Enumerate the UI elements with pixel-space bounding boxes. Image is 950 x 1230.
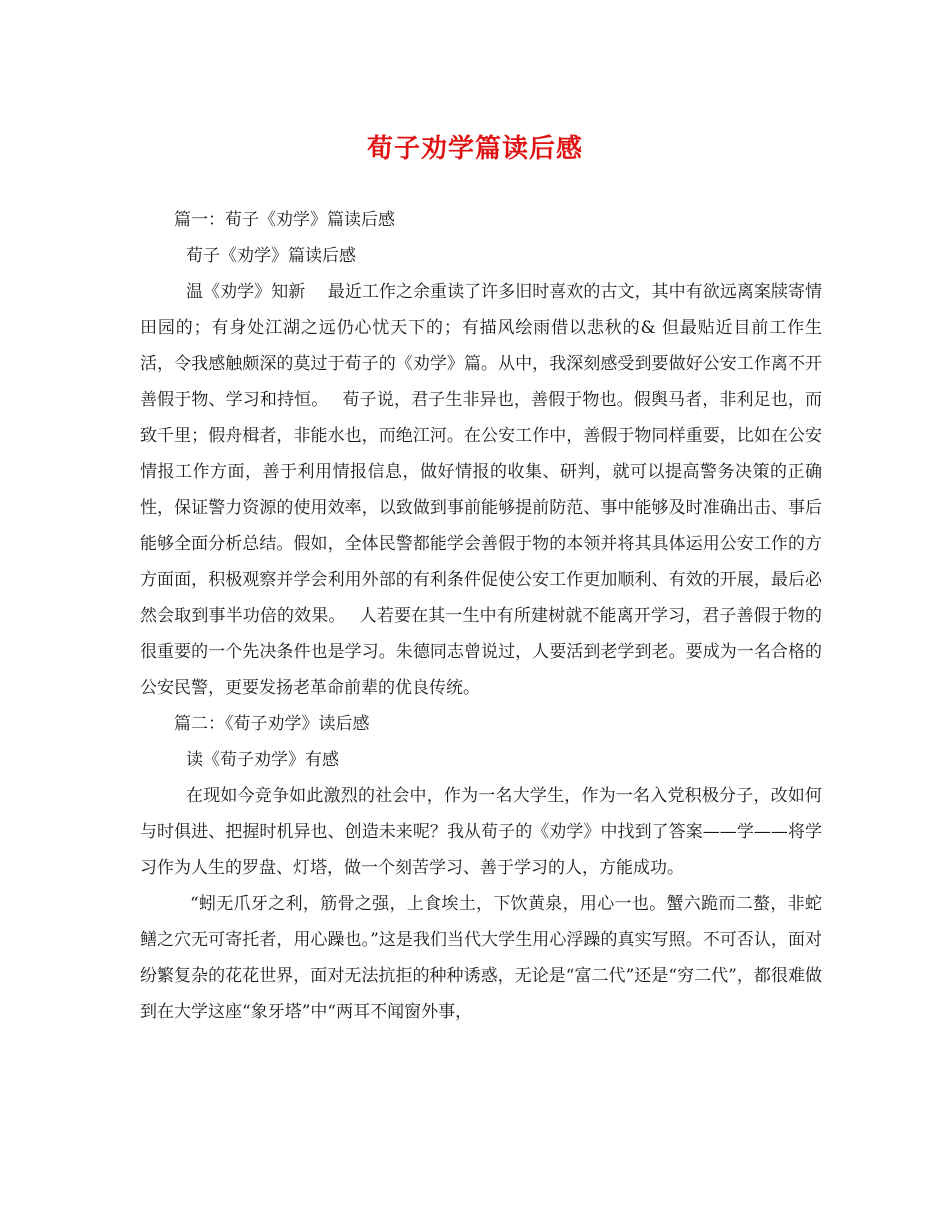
section-2-subheading: 读《荀子劝学》有感 (186, 750, 339, 770)
document-title: 荀子劝学篇读后感 (366, 134, 583, 164)
section-1-heading: 篇一：荀子《劝学》篇读后感 (174, 210, 395, 230)
section-2-heading: 篇二：《荀子劝学》读后感 (174, 714, 370, 734)
section-2-paragraph-2: “蚓无爪牙之利，筋骨之强，上食埃土，下饮黄泉，用心一也。蟹六跪而二螯，非蛇鳝之穴无可寄托者，用心躁也。”这是我们当代大学生用心浮躁的真实写照。不可否认，面对纷繁复杂的花花世界，面对无法抗拒的种种诱惑，无论是“富二代”还是“穷二代”，都很难做到在大学这座“象牙塔”中“两耳不闻窗外事， (140, 894, 822, 1022)
section-1-paragraph-1: 温《劝学》知新 最近工作之余重读了许多旧时喜欢的古文，其中有欲远离案牍寄情田园的；有身处江湖之远仍心忧天下的；有描风绘雨借以悲秋的& 但最贴近目前工作生活，令我感触颇深的莫过于荀子的《劝学》篇。从中，我深刻感受到要做好公安工作离不开善假于物、学习和持恒。 荀子说，君子生非异也，善假于物也。假舆马者，非利足也，而致千里；假舟楫者，非能水也，而绝江河。在公安工作中，善假于物同样重要，比如在公安情报工作方面，善于利用情报信息，做好情报的收集、研判，就可以提高警务决策的正确性，保证警力资源的使用效率，以致做到事前能够提前防范、事中能够及时准确出击、事后能够全面分析总结。假如，全体民警都能学会善假于物的本领并将其具体运用公安工作的方方面面，积极观察并学会利用外部的有利条件促使公安工作更加顺利、有效的开展，最后必然会取到事半功倍的效果。 人若要在其一生中有所建树就不能离开学习，君子善假于物的很重要的一个先决条件也是学习。朱德同志曾说过，人要活到老学到老。要成为一名合格的公安民警，更要发扬老革命前辈的优良传统。 (140, 282, 822, 698)
document-body (140, 202, 822, 1030)
section-2-paragraph-1: 在现如今竞争如此激烈的社会中，作为一名大学生，作为一名入党积极分子，改如何与时俱进、把握时机异也、创造未来呢？我从荀子的《劝学》中找到了答案——学——将学习作为人生的罗盘、灯塔，做一个刻苦学习、善于学习的人，方能成功。 (140, 786, 822, 878)
section-1-subheading: 荀子《劝学》篇读后感 (186, 246, 356, 266)
